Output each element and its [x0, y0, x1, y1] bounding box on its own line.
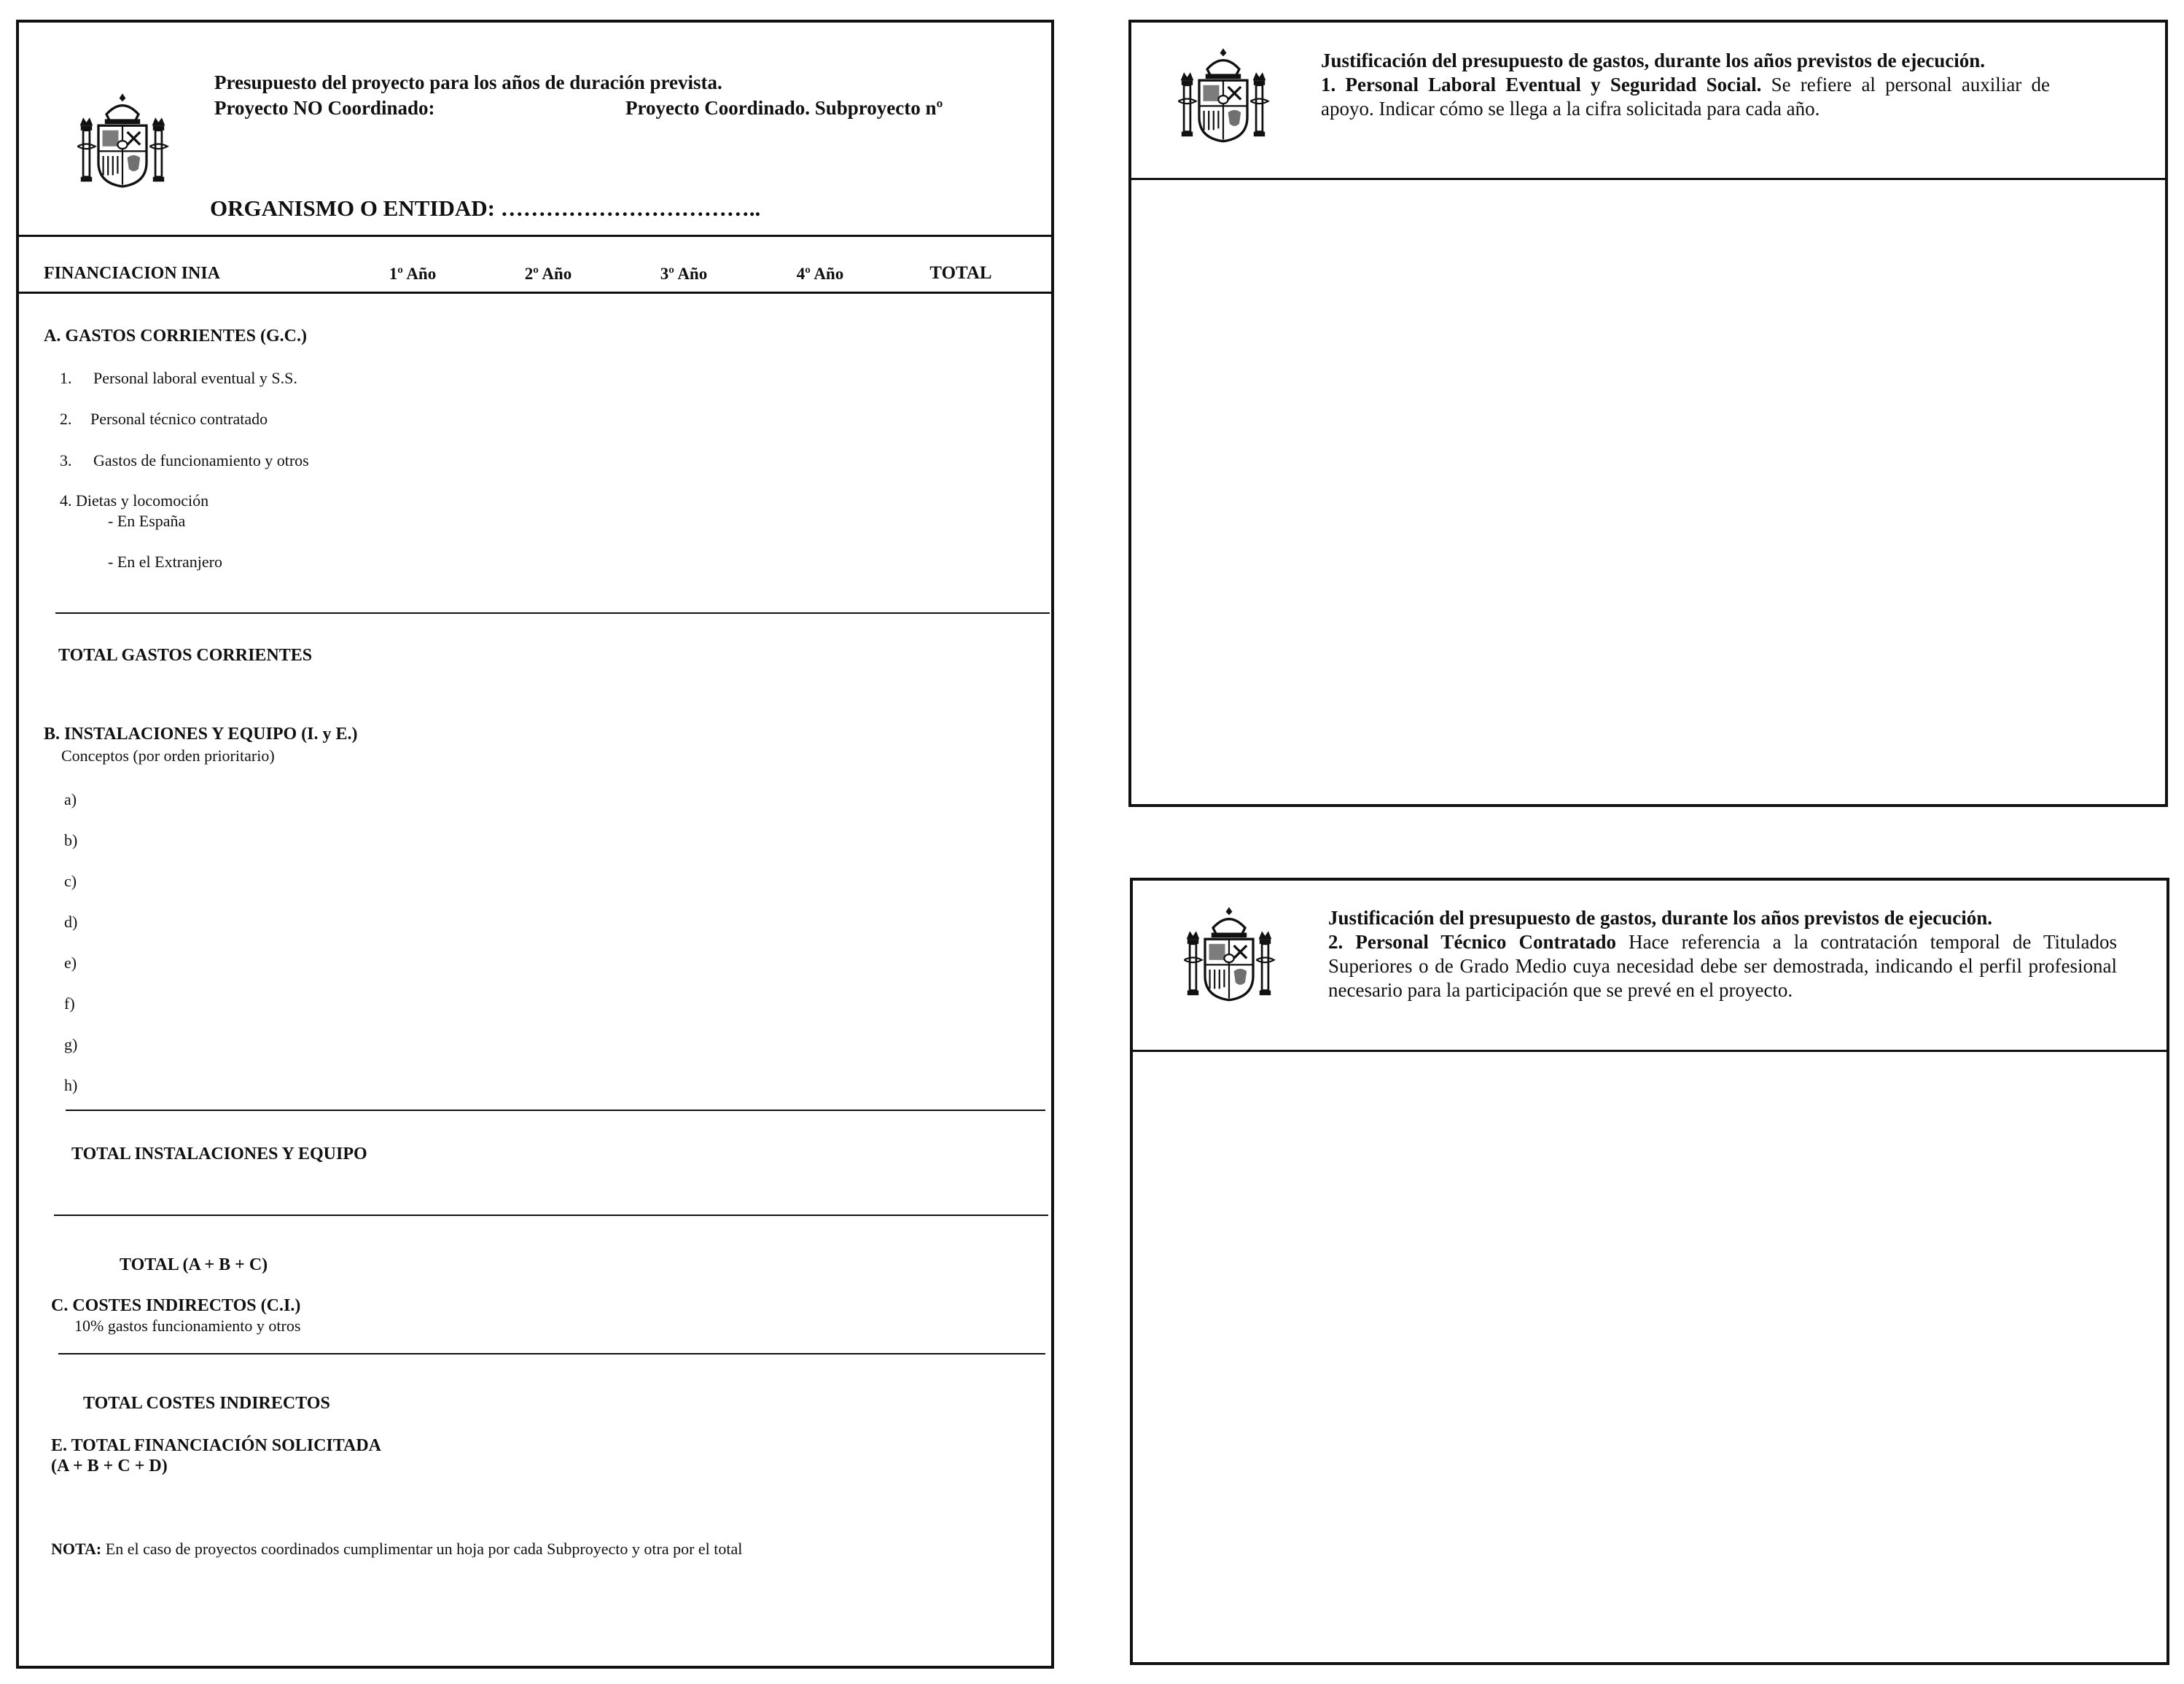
no-coordinado-label: Proyecto NO Coordinado:	[214, 97, 435, 119]
header-divider	[16, 235, 1054, 237]
concept-letter: d)	[64, 913, 78, 931]
concept-letter: h)	[64, 1076, 78, 1094]
section-a-item-label: Personal técnico contratado	[90, 410, 268, 428]
coordinado-label: Proyecto Coordinado. Subproyecto nº	[625, 97, 943, 119]
justification-2-description: Hace referencia a la contratación temporal de Titulados Superiores o de Grado Medio cuya necesidad debe ser demostrada, indicando el perfil profesional necesario para la participación que se prevé en el proyecto.	[1328, 931, 2117, 1001]
column-year-3: 3º Año	[660, 265, 708, 283]
columns-divider	[16, 292, 1054, 294]
nota	[51, 1540, 742, 1559]
justification-1-description: Se refiere al personal auxiliar de apoyo. Indicar cómo se llega a la cifra solicitada para cada año.	[1321, 74, 2050, 120]
justification-1-item: 1. Personal Laboral Eventual y Seguridad Social.	[1321, 74, 1762, 95]
nota-text: En el caso de proyectos coordinados cumplimentar un hoja por cada Subproyecto y otra por el total	[101, 1540, 743, 1558]
organismo-field[interactable]: ORGANISMO O ENTIDAD: ……………………………..	[210, 195, 761, 221]
section-c-title: C. COSTES INDIRECTOS (C.I.)	[51, 1296, 301, 1315]
justification-2-divider	[1130, 1050, 2169, 1052]
section-a-title: A. GASTOS CORRIENTES (G.C.)	[44, 327, 307, 346]
dietas-label: 4. Dietas y locomoción	[60, 491, 209, 510]
total-abc: TOTAL (A + B + C)	[120, 1255, 268, 1274]
justification-1-divider	[1128, 178, 2168, 180]
section-c-subtitle: 10% gastos funcionamiento y otros	[74, 1317, 301, 1335]
column-year-1: 1º Año	[389, 265, 437, 283]
column-year-2: 2º Año	[524, 265, 572, 283]
section-b-divider	[66, 1110, 1045, 1111]
section-a-divider	[55, 612, 1050, 614]
section-b-subtitle: Conceptos (por orden prioritario)	[61, 747, 275, 765]
concept-letter: f)	[64, 994, 75, 1013]
concept-letter: a)	[64, 790, 77, 808]
justification-2-title: Justificación del presupuesto de gastos, durante los años previstos de ejecución.	[1328, 907, 1993, 929]
concept-letter: b)	[64, 831, 78, 849]
spain-coat-of-arms-icon	[74, 89, 171, 191]
justification-2-text	[1328, 930, 2117, 1002]
justification-1-text	[1321, 73, 2050, 121]
section-a-item-num: 1.	[60, 369, 72, 387]
concept-letter: g)	[64, 1035, 78, 1053]
justification-1-title: Justificación del presupuesto de gastos, durante los años previstos de ejecución.	[1321, 50, 1986, 71]
column-total: TOTAL	[929, 263, 992, 283]
section-b-title: B. INSTALACIONES Y EQUIPO (I. y E.)	[44, 725, 358, 744]
justification-2-item: 2. Personal Técnico Contratado	[1328, 931, 1616, 953]
column-year-4: 4º Año	[796, 265, 844, 283]
concept-letter: e)	[64, 954, 77, 972]
total-b-divider	[54, 1215, 1048, 1216]
form-title: Presupuesto del proyecto para los años de duración prevista.	[214, 71, 722, 93]
dietas-sub-item: - En el Extranjero	[108, 553, 222, 571]
justification-1-answer-area[interactable]	[1134, 182, 2162, 802]
section-a-item-label: Gastos de funcionamiento y otros	[93, 451, 309, 469]
total-instalaciones: TOTAL INSTALACIONES Y EQUIPO	[71, 1145, 367, 1163]
justification-2-answer-area[interactable]	[1136, 1054, 2164, 1659]
total-costes-indirectos: TOTAL COSTES INDIRECTOS	[83, 1394, 330, 1413]
spain-coat-of-arms-icon	[1175, 44, 1271, 146]
nota-label: NOTA:	[51, 1540, 102, 1558]
column-label: FINANCIACION INIA	[44, 264, 221, 283]
section-a-item-num: 3.	[60, 451, 72, 469]
section-c-divider	[58, 1353, 1045, 1354]
dietas-sub-item: - En España	[108, 512, 186, 530]
section-e-title: E. TOTAL FINANCIACIÓN SOLICITADA	[51, 1436, 381, 1455]
concept-letter: c)	[64, 872, 77, 890]
section-a-item-label: Personal laboral eventual y S.S.	[93, 369, 297, 387]
spain-coat-of-arms-icon	[1181, 903, 1277, 1005]
section-e-formula: (A + B + C + D)	[51, 1457, 168, 1476]
section-a-item-num: 2.	[60, 410, 72, 428]
total-gastos-corrientes: TOTAL GASTOS CORRIENTES	[58, 646, 313, 665]
